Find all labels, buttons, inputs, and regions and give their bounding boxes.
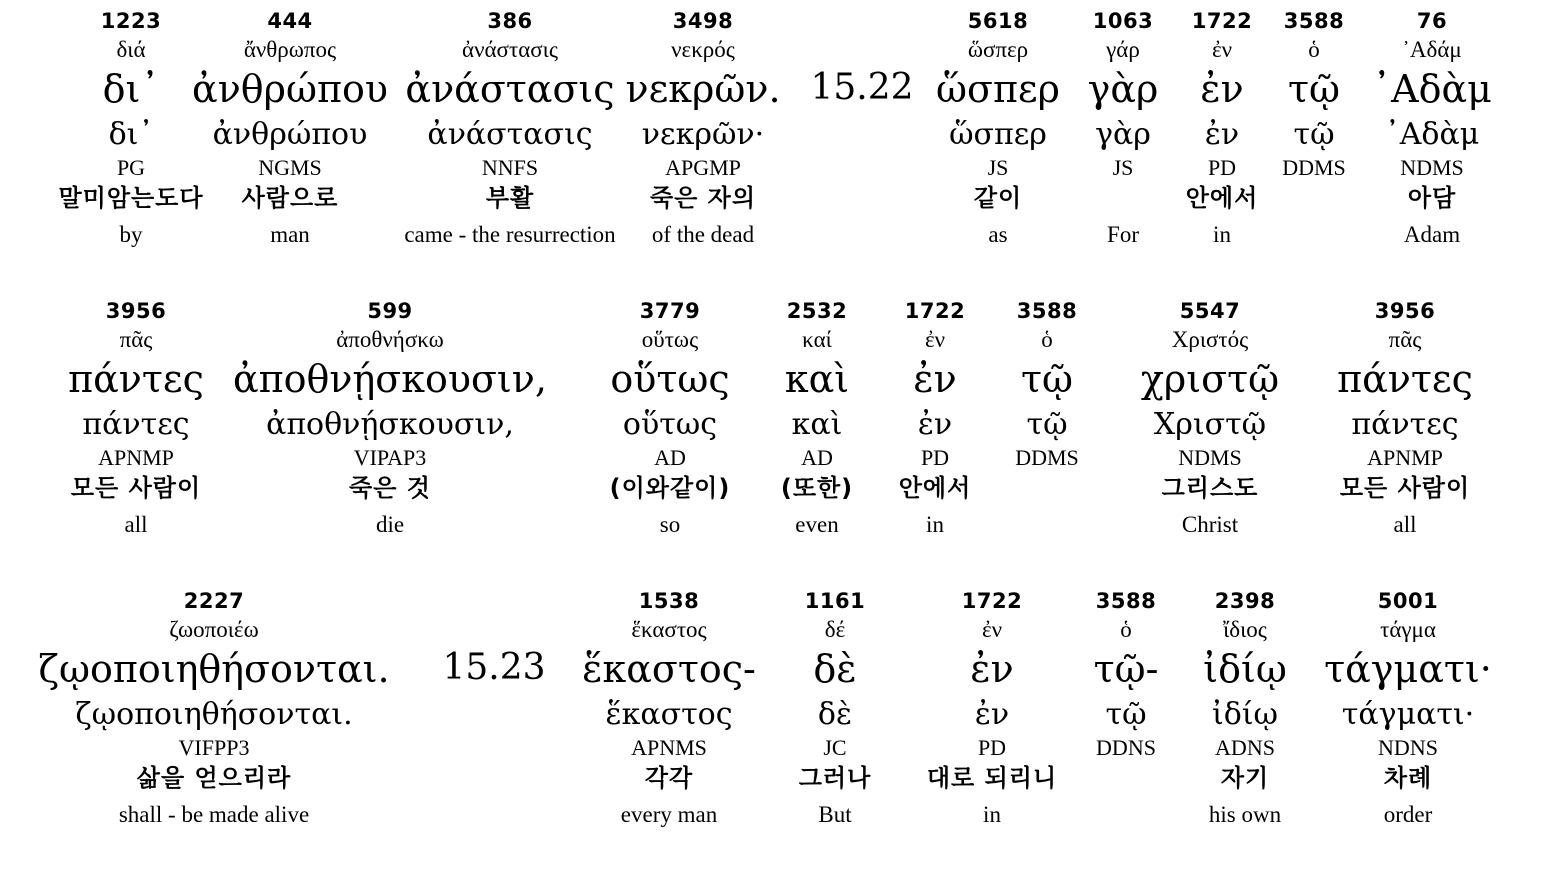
parsing-code: JS xyxy=(1112,155,1134,180)
english-gloss: Adam xyxy=(1403,222,1461,247)
korean-gloss: (이와같이) xyxy=(609,474,731,502)
greek-word: πάντες xyxy=(68,357,204,401)
strongs-number: 3956 xyxy=(105,299,167,323)
english-gloss: all xyxy=(1393,512,1417,537)
lemma: ὁ xyxy=(1041,327,1053,352)
lemma: Χριστός xyxy=(1171,327,1249,352)
parsing-code: NDMS xyxy=(1400,155,1464,180)
verse-line xyxy=(0,0,1547,290)
strongs-number: 2532 xyxy=(786,299,848,323)
parsing-code: DDMS xyxy=(1282,155,1346,180)
korean-gloss: 말미암는도다 xyxy=(58,184,204,212)
greek-word: ἀνθρώπου xyxy=(192,67,388,111)
greek-word: χριστῷ xyxy=(1140,357,1280,401)
lemma: ὁ xyxy=(1120,617,1132,642)
strongs-number: 3588 xyxy=(1283,9,1345,33)
english-gloss: in xyxy=(983,802,1001,827)
greek-word: ὥσπερ xyxy=(936,67,1060,111)
strongs-number: 2398 xyxy=(1214,589,1276,613)
verse-line xyxy=(0,580,1547,870)
greek-form: τῷ xyxy=(1026,407,1068,442)
lemma: ἄνθρωπος xyxy=(243,37,337,62)
greek-word: τῷ xyxy=(1287,67,1341,111)
greek-form: ᾽Αδὰμ xyxy=(1384,117,1480,152)
korean-gloss: 아담 xyxy=(1407,184,1457,212)
english-gloss: in xyxy=(1213,222,1231,247)
parsing-code: NDMS xyxy=(1178,445,1242,470)
strongs-number: 1161 xyxy=(804,589,866,613)
lemma: πᾶς xyxy=(1388,327,1422,352)
parsing-code: APNMS xyxy=(631,735,707,760)
greek-word: γὰρ xyxy=(1087,67,1159,111)
greek-word: τῷ xyxy=(1020,357,1074,401)
verse-line xyxy=(0,290,1547,580)
lemma: νεκρός xyxy=(671,37,735,62)
parsing-code: VIPAP3 xyxy=(353,445,427,470)
greek-form: Χριστῷ xyxy=(1153,407,1267,442)
strongs-number: 3498 xyxy=(672,9,734,33)
korean-gloss: 사람으로 xyxy=(241,184,339,212)
greek-form: οὕτως xyxy=(622,407,718,442)
greek-word: ἐν xyxy=(970,647,1014,691)
parsing-code: JS xyxy=(987,155,1009,180)
korean-gloss: 각각 xyxy=(644,764,694,792)
english-gloss: every man xyxy=(620,802,718,827)
greek-word: δὲ xyxy=(813,647,857,691)
greek-form: καὶ xyxy=(791,407,843,442)
korean-gloss: (또한) xyxy=(780,474,854,502)
parsing-code: ADNS xyxy=(1215,735,1275,760)
lemma: διά xyxy=(116,37,146,62)
strongs-number: 5001 xyxy=(1377,589,1439,613)
strongs-number: 3588 xyxy=(1016,299,1078,323)
parsing-code: NDNS xyxy=(1378,735,1438,760)
lemma: ἀποθνήσκω xyxy=(336,327,444,352)
greek-form: νεκρῶν· xyxy=(641,117,765,152)
english-gloss: man xyxy=(270,222,310,247)
english-gloss: shall - be made alive xyxy=(118,802,310,827)
korean-gloss: 그러나 xyxy=(798,764,872,792)
strongs-number: 1223 xyxy=(100,9,162,33)
strongs-number: 76 xyxy=(1416,9,1448,33)
lemma: ὁ xyxy=(1308,37,1320,62)
korean-gloss: 차례 xyxy=(1383,764,1433,792)
english-gloss: all xyxy=(124,512,148,537)
greek-form: γὰρ xyxy=(1095,117,1151,152)
lemma: ἐν xyxy=(981,617,1003,642)
strongs-number: 3588 xyxy=(1095,589,1157,613)
greek-form: ζῳοποιηθήσονται. xyxy=(75,697,353,732)
parsing-code: PD xyxy=(977,735,1007,760)
lemma: ἴδιος xyxy=(1223,617,1267,642)
english-gloss: came - the resurrection xyxy=(404,222,616,247)
lemma: οὕτως xyxy=(641,327,699,352)
strongs-number: 386 xyxy=(487,9,533,33)
strongs-number: 3956 xyxy=(1374,299,1436,323)
parsing-code: APNMP xyxy=(1367,445,1443,470)
english-gloss: even xyxy=(795,512,839,537)
lemma: ζωοποιέω xyxy=(169,617,259,642)
greek-word: ᾽Αδὰμ xyxy=(1372,67,1492,111)
english-gloss: die xyxy=(375,512,405,537)
strongs-number: 3779 xyxy=(639,299,701,323)
korean-gloss: 자기 xyxy=(1220,764,1270,792)
greek-form: ἰδίῳ xyxy=(1211,697,1279,732)
greek-form: τῷ xyxy=(1105,697,1147,732)
greek-form: δὲ xyxy=(817,697,853,732)
english-gloss: as xyxy=(988,222,1008,247)
greek-form: δι᾽ xyxy=(108,117,154,152)
lemma: ἐν xyxy=(924,327,946,352)
greek-form: ἕκαστος xyxy=(605,697,733,732)
greek-word: τῷ- xyxy=(1093,647,1159,691)
english-gloss: For xyxy=(1107,222,1139,247)
korean-gloss: 죽은 것 xyxy=(349,474,431,502)
greek-word: ζῳοποιηθήσονται. xyxy=(38,647,390,691)
lemma: γάρ xyxy=(1106,37,1140,62)
verse-number: 15.22 xyxy=(810,67,914,108)
korean-gloss: 안에서 xyxy=(1185,184,1259,212)
korean-gloss: 대로 되리니 xyxy=(926,764,1058,792)
english-gloss: of the dead xyxy=(651,222,755,247)
english-gloss: order xyxy=(1383,802,1433,827)
korean-gloss: 모든 사람이 xyxy=(70,474,202,502)
greek-word: ἕκαστος- xyxy=(582,647,756,691)
korean-gloss: 죽은 자의 xyxy=(649,184,757,212)
greek-word: τάγματι· xyxy=(1324,647,1492,691)
greek-form: ἐν xyxy=(974,697,1010,732)
greek-form: τῷ xyxy=(1293,117,1335,152)
parsing-code: AD xyxy=(654,445,686,470)
greek-form: ἀποθνῄσκουσιν, xyxy=(266,407,514,442)
lemma: καί xyxy=(802,327,832,352)
korean-gloss: 모든 사람이 xyxy=(1339,474,1471,502)
greek-word: ἀνάστασις xyxy=(405,67,615,111)
greek-word: ἐν xyxy=(1200,67,1244,111)
greek-word: ἀποθνῄσκουσιν, xyxy=(233,357,547,401)
parsing-code: PD xyxy=(920,445,950,470)
lemma: ᾽Αδάμ xyxy=(1402,37,1462,62)
parsing-code: PD xyxy=(1207,155,1237,180)
parsing-code: DDNS xyxy=(1096,735,1156,760)
greek-form: πάντες xyxy=(82,407,190,442)
strongs-number: 5618 xyxy=(967,9,1029,33)
greek-word: δι᾽ xyxy=(102,67,160,111)
lemma: τάγμα xyxy=(1380,617,1436,642)
lemma: πᾶς xyxy=(119,327,153,352)
greek-form: ἐν xyxy=(917,407,953,442)
parsing-code: DDMS xyxy=(1015,445,1079,470)
english-gloss: But xyxy=(818,802,852,827)
greek-word: πάντες xyxy=(1337,357,1473,401)
parsing-code: NNFS xyxy=(481,155,539,180)
parsing-code: VIFPP3 xyxy=(178,735,250,760)
korean-gloss: 부활 xyxy=(485,184,535,212)
verse-number: 15.23 xyxy=(442,647,546,688)
korean-gloss: 같이 xyxy=(973,184,1023,212)
korean-gloss: 그리스도 xyxy=(1161,474,1259,502)
english-gloss: by xyxy=(119,222,143,247)
strongs-number: 2227 xyxy=(183,589,245,613)
lemma: ὥσπερ xyxy=(967,37,1029,62)
greek-word: ἰδίῳ xyxy=(1203,647,1287,691)
strongs-number: 1722 xyxy=(1191,9,1253,33)
greek-form: ἀνάστασις xyxy=(427,117,593,152)
parsing-code: APGMP xyxy=(665,155,741,180)
parsing-code: NGMS xyxy=(258,155,322,180)
strongs-number: 444 xyxy=(267,9,313,33)
greek-form: πάντες xyxy=(1351,407,1459,442)
korean-gloss: 삶을 얻으리라 xyxy=(136,764,292,792)
lemma: δέ xyxy=(824,617,846,642)
parsing-code: PG xyxy=(116,155,146,180)
parsing-code: JC xyxy=(823,735,847,760)
strongs-number: 1538 xyxy=(638,589,700,613)
greek-word: οὕτως xyxy=(610,357,730,401)
english-gloss: in xyxy=(926,512,944,537)
english-gloss: his own xyxy=(1208,802,1282,827)
greek-word: ἐν xyxy=(913,357,957,401)
lemma: ἐν xyxy=(1211,37,1233,62)
lemma: ἕκαστος xyxy=(631,617,707,642)
greek-form: ὥσπερ xyxy=(949,117,1047,152)
parsing-code: AD xyxy=(801,445,833,470)
strongs-number: 1722 xyxy=(904,299,966,323)
greek-word: καὶ xyxy=(784,357,850,401)
strongs-number: 599 xyxy=(367,299,413,323)
greek-word: νεκρῶν. xyxy=(625,67,781,111)
lemma: ἀνάστασις xyxy=(462,37,558,62)
english-gloss: so xyxy=(659,512,681,537)
strongs-number: 1063 xyxy=(1092,9,1154,33)
greek-form: ἐν xyxy=(1204,117,1240,152)
greek-form: ἀνθρώπου xyxy=(212,117,368,152)
strongs-number: 5547 xyxy=(1179,299,1241,323)
strongs-number: 1722 xyxy=(961,589,1023,613)
parsing-code: APNMP xyxy=(98,445,174,470)
greek-form: τάγματι· xyxy=(1341,697,1475,732)
english-gloss: Christ xyxy=(1181,512,1239,537)
korean-gloss: 안에서 xyxy=(898,474,972,502)
